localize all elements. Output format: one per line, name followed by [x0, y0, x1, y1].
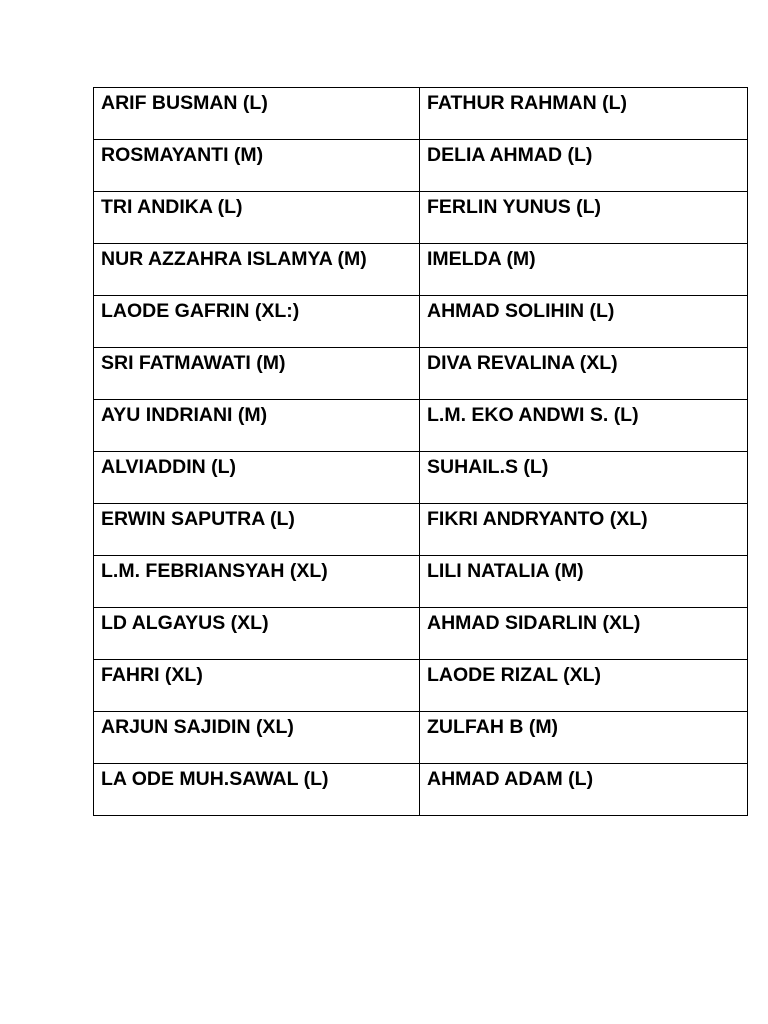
table-cell: ARIF BUSMAN (L): [94, 88, 420, 140]
table-cell: FERLIN YUNUS (L): [420, 192, 748, 244]
table-row: [94, 400, 748, 452]
table-cell: TRI ANDIKA (L): [94, 192, 420, 244]
table-cell: LAODE GAFRIN (XL:): [94, 296, 420, 348]
table-cell: SUHAIL.S (L): [420, 452, 748, 504]
table-row: [94, 192, 748, 244]
table-cell: LD ALGAYUS (XL): [94, 608, 420, 660]
table-cell: ERWIN SAPUTRA (L): [94, 504, 420, 556]
table-row: [94, 244, 748, 296]
table-cell: IMELDA (M): [420, 244, 748, 296]
table-cell: AHMAD SIDARLIN (XL): [420, 608, 748, 660]
name-table: [93, 87, 748, 816]
table-cell: NUR AZZAHRA ISLAMYA (M): [94, 244, 420, 296]
table-row: [94, 504, 748, 556]
table-cell: AHMAD SOLIHIN (L): [420, 296, 748, 348]
table-row: [94, 660, 748, 712]
table-cell: DELIA AHMAD (L): [420, 140, 748, 192]
table-row: [94, 712, 748, 764]
table-cell: FAHRI (XL): [94, 660, 420, 712]
table-row: [94, 348, 748, 400]
table-row: [94, 140, 748, 192]
table-cell: ZULFAH B (M): [420, 712, 748, 764]
table-cell: ROSMAYANTI (M): [94, 140, 420, 192]
table-cell: FIKRI ANDRYANTO (XL): [420, 504, 748, 556]
table-cell: LAODE RIZAL (XL): [420, 660, 748, 712]
table-cell: L.M. EKO ANDWI S. (L): [420, 400, 748, 452]
table-row: [94, 296, 748, 348]
table-cell: ALVIADDIN (L): [94, 452, 420, 504]
table-cell: DIVA REVALINA (XL): [420, 348, 748, 400]
table-cell: SRI FATMAWATI (M): [94, 348, 420, 400]
table-row: [94, 556, 748, 608]
table-cell: L.M. FEBRIANSYAH (XL): [94, 556, 420, 608]
table-cell: LA ODE MUH.SAWAL (L): [94, 764, 420, 816]
table-cell: LILI NATALIA (M): [420, 556, 748, 608]
table-cell: FATHUR RAHMAN (L): [420, 88, 748, 140]
table-row: [94, 452, 748, 504]
name-table-body: [94, 88, 748, 816]
table-cell: AYU INDRIANI (M): [94, 400, 420, 452]
table-row: [94, 88, 748, 140]
table-cell: ARJUN SAJIDIN (XL): [94, 712, 420, 764]
table-row: [94, 608, 748, 660]
table-cell: AHMAD ADAM (L): [420, 764, 748, 816]
table-row: [94, 764, 748, 816]
